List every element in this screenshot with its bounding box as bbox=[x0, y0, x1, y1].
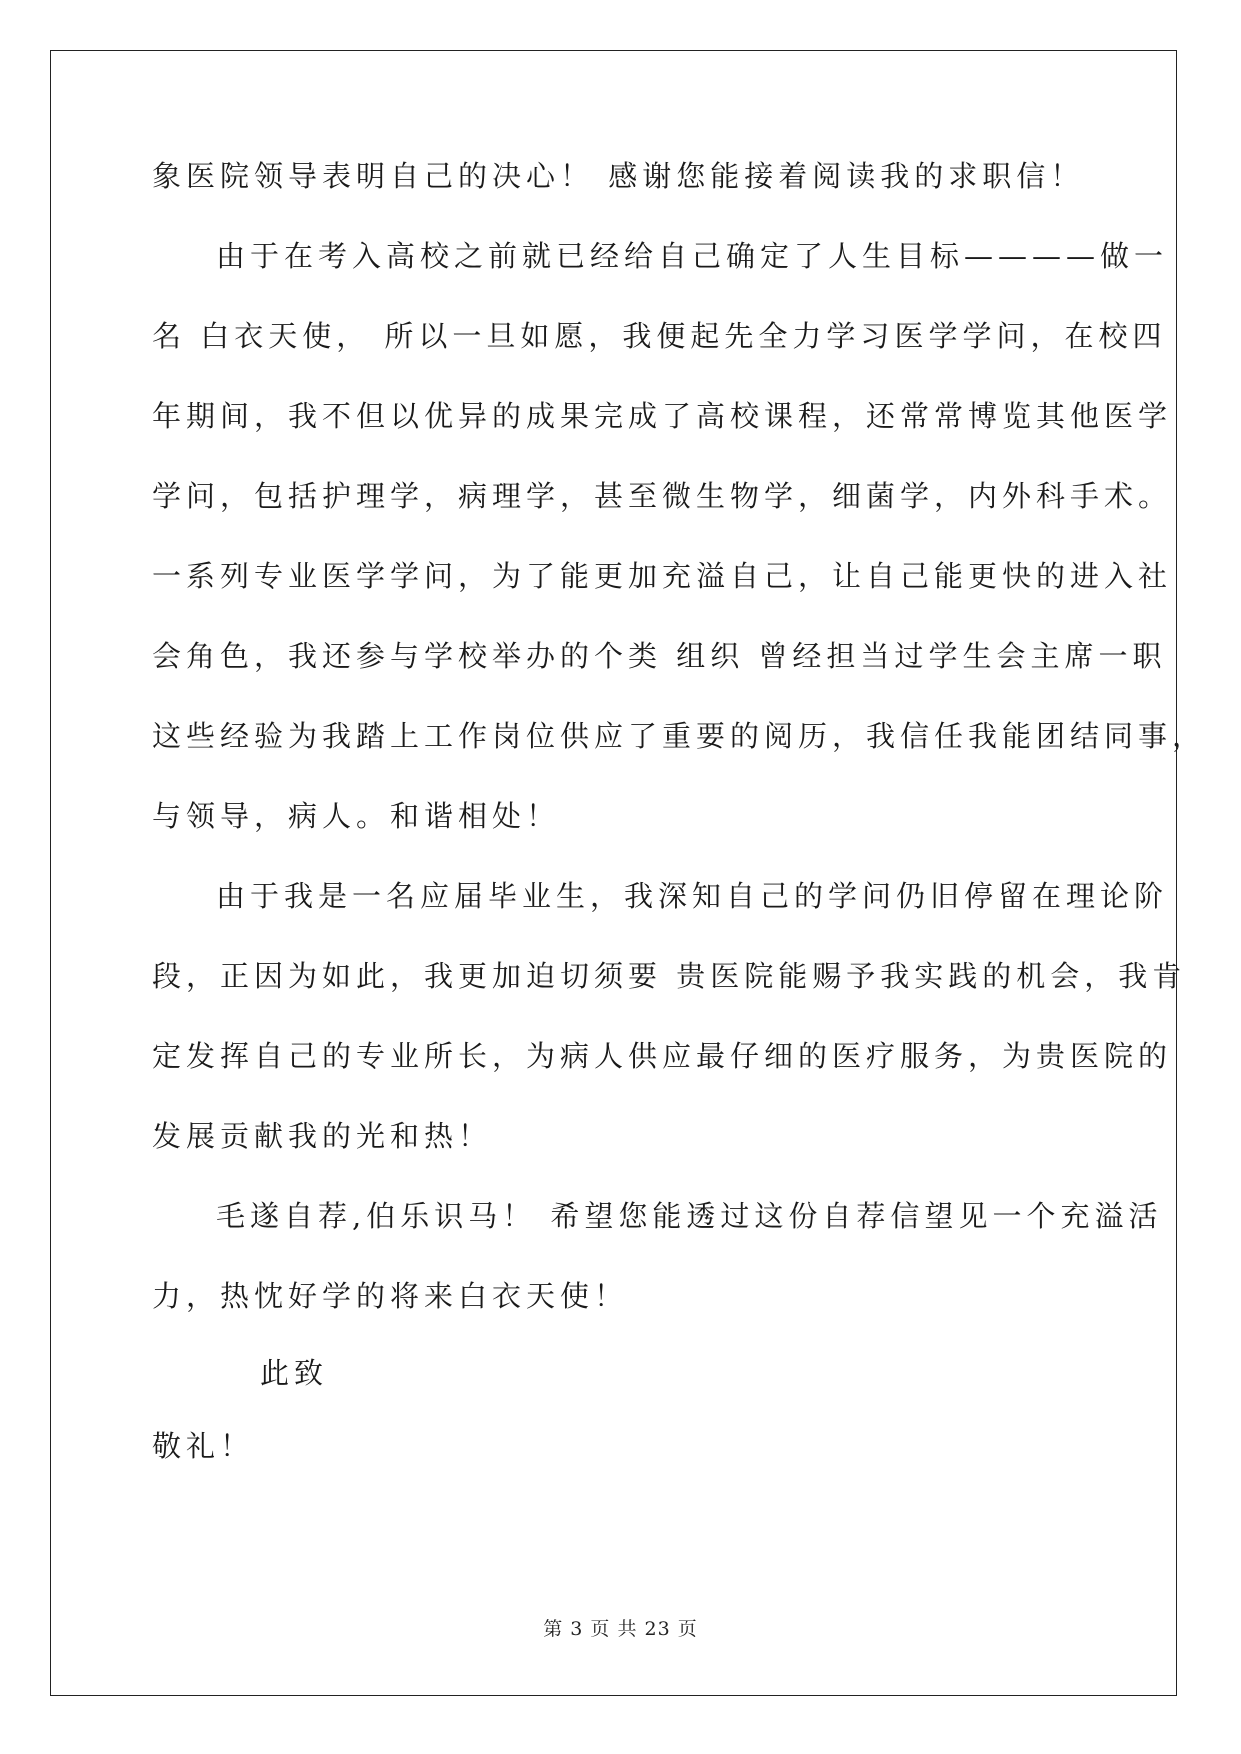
letter-line: 会角色，我还参与学校举办的个类 组织 曾经担当过学生会主席一职 bbox=[152, 639, 1167, 673]
letter-line: 段，正因为如此，我更加迫切须要 贵医院能赐予我实践的机会，我肯 bbox=[152, 959, 1187, 993]
letter-line: 名 白衣天使， 所以一旦如愿，我便起先全力学习医学学问，在校四 bbox=[152, 319, 1167, 353]
letter-line: 力，热忱好学的将来白衣天使！ bbox=[152, 1279, 629, 1313]
page-number-footer: 第 3 页 共 23 页 bbox=[543, 1618, 698, 1640]
letter-line: 年期间，我不但以优异的成果完成了高校课程，还常常博览其他医学 bbox=[152, 399, 1173, 433]
letter-line: 毛遂自荐,伯乐识马！ 希望您能透过这份自荐信望见一个充溢活 bbox=[216, 1199, 1163, 1233]
letter-line: 这些经验为我踏上工作岗位供应了重要的阅历，我信任我能团结同事， bbox=[152, 719, 1207, 753]
letter-line: 由于我是一名应届毕业生，我深知自己的学问仍旧停留在理论阶 bbox=[216, 879, 1169, 913]
letter-line: 由于在考入高校之前就已经给自己确定了人生目标————做一 bbox=[216, 239, 1169, 273]
letter-line: 与领导，病人。和谐相处！ bbox=[152, 799, 561, 833]
closing-salutation: 此致 bbox=[260, 1356, 329, 1390]
letter-line: 发展贡献我的光和热！ bbox=[152, 1119, 493, 1153]
letter-line: 定发挥自己的专业所长，为病人供应最仔细的医疗服务，为贵医院的 bbox=[152, 1039, 1173, 1073]
letter-line: 一系列专业医学学问，为了能更加充溢自己，让自己能更快的进入社 bbox=[152, 559, 1173, 593]
letter-line: 学问，包括护理学，病理学，甚至微生物学，细菌学，内外科手术。 bbox=[152, 479, 1173, 513]
closing-regards: 敬礼！ bbox=[152, 1429, 255, 1463]
letter-line: 象医院领导表明自己的决心！ 感谢您能接着阅读我的求职信！ bbox=[152, 159, 1085, 193]
